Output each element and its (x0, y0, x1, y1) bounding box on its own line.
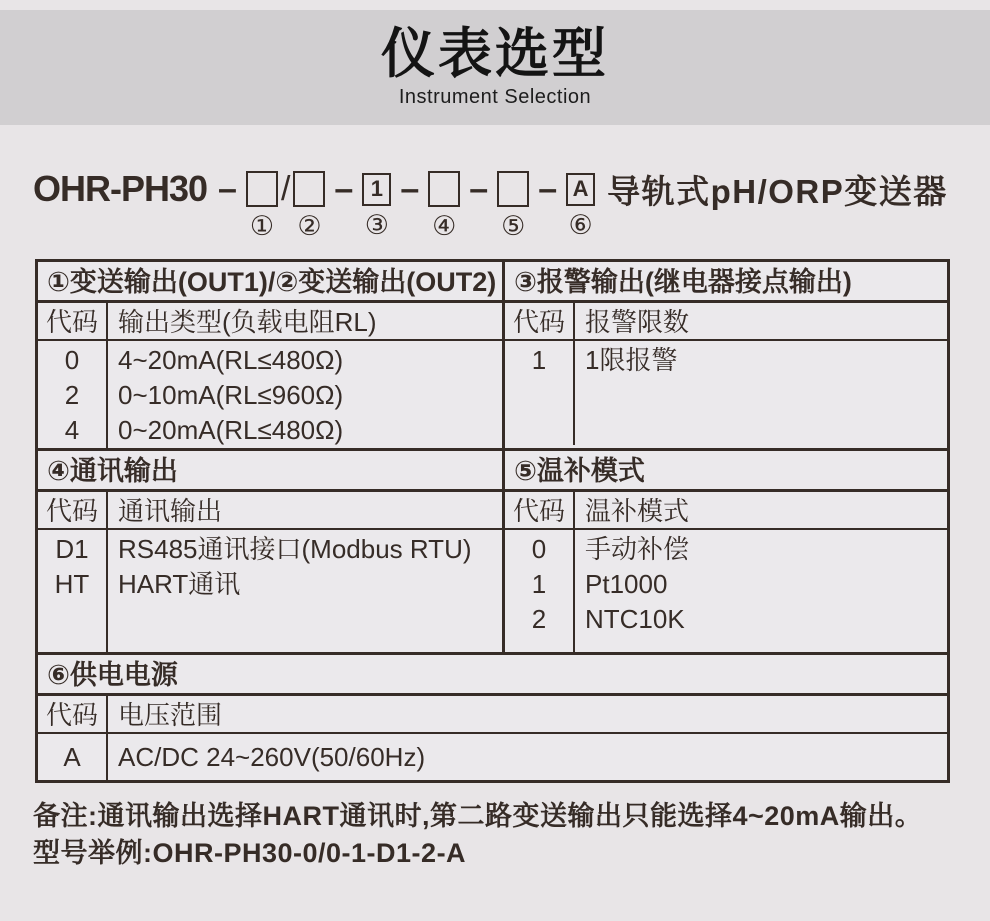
footnotes (33, 798, 990, 872)
model-separator-3: – (334, 169, 354, 208)
code-column-header: 代码 (38, 303, 108, 341)
model-code-line (33, 168, 990, 241)
subtable-transmit-output-title: ①变送输出(OUT1)/②变送输出(OUT2) (38, 262, 502, 303)
code-cells (38, 734, 108, 780)
page-header-band (0, 10, 990, 125)
table-cell-code: 0 (64, 345, 80, 375)
model-slot-index-6: ⑥ (568, 209, 593, 240)
subtable-alarm-output (505, 262, 947, 448)
value-cells (108, 734, 947, 780)
page-title: 仪表选型 (381, 24, 609, 85)
subtable-tempcomp-mode (505, 451, 947, 652)
code-cells (505, 530, 575, 652)
subtable-alarm-output-header-row (505, 303, 947, 341)
table-cell-code: 0 (531, 534, 547, 564)
model-separator-4: – (400, 169, 420, 208)
subtable-alarm-output-title: ③报警输出(继电器接点输出) (505, 262, 947, 303)
table-cell-value: 4~20mA(RL≤480Ω) (118, 345, 344, 375)
model-slot-6 (566, 173, 595, 240)
model-slot-box-2 (293, 171, 325, 207)
order-selection-table (35, 259, 950, 783)
table-cell-value: RS485通讯接口(Modbus RTU) (118, 534, 472, 564)
model-slot-box-5 (497, 171, 529, 207)
table-cell-value: 1限报警 (585, 345, 678, 375)
table-cell-value: 0~20mA(RL≤480Ω) (118, 415, 344, 445)
table-cell-code: 2 (64, 380, 80, 410)
value-column-header: 输出类型(负载电阻RL) (108, 303, 502, 341)
value-column-header: 通讯输出 (108, 492, 502, 530)
subtable-power-supply-title: ⑥供电电源 (38, 655, 947, 696)
model-slot-box-4 (428, 171, 460, 207)
model-slot-2 (293, 171, 325, 241)
subtable-comm-output-rows (38, 530, 502, 652)
model-slot-5 (497, 171, 529, 241)
model-slot-1 (246, 171, 278, 241)
subtable-alarm-output-rows (505, 341, 947, 445)
model-slot-3 (362, 173, 391, 240)
section-comm-tempcomp (38, 451, 947, 655)
value-cells (108, 530, 502, 652)
model-slot-box-1 (246, 171, 278, 207)
table-cell-value: Pt1000 (585, 569, 668, 599)
subtable-comm-output-header-row (38, 492, 502, 530)
table-cell-value: 0~10mA(RL≤960Ω) (118, 380, 344, 410)
table-cell-value: 手动补偿 (585, 534, 690, 564)
value-cells (108, 341, 502, 448)
model-slot-index-5: ⑤ (501, 211, 526, 241)
code-column-header: 代码 (38, 492, 108, 530)
subtable-comm-output (38, 451, 505, 652)
section-power-supply (38, 655, 947, 780)
value-column-header: 温补模式 (575, 492, 947, 530)
model-slot-index-2: ② (297, 211, 322, 241)
model-slot-box-6: A (566, 173, 595, 206)
subtable-comm-output-title: ④通讯输出 (38, 451, 502, 492)
code-column-header: 代码 (505, 303, 575, 341)
model-slot-box-3: 1 (362, 173, 391, 206)
table-cell-code: 2 (531, 604, 547, 634)
table-cell-code: 1 (531, 569, 547, 599)
subtable-tempcomp-mode-title: ⑤温补模式 (505, 451, 947, 492)
model-separator-5: – (469, 169, 489, 208)
subtable-transmit-output (38, 262, 505, 448)
model-slot-index-3: ③ (364, 209, 389, 240)
table-cell-code: A (63, 742, 81, 772)
subtable-transmit-output-rows (38, 341, 502, 448)
page-subtitle: Instrument Selection (398, 85, 592, 108)
subtable-power-supply (38, 655, 947, 780)
model-prefix: OHR-PH30 (33, 168, 208, 209)
code-cells (505, 341, 575, 445)
subtable-power-supply-header-row (38, 696, 947, 734)
table-cell-value: HART通讯 (118, 569, 241, 599)
value-cells (575, 530, 947, 652)
model-suffix: 导轨式pH/ORP变送器 (607, 172, 948, 210)
table-cell-value: NTC10K (585, 604, 685, 634)
note-remark: 备注:通讯输出选择HART通讯时,第二路变送输出只能选择4~20mA输出。 (33, 801, 923, 831)
subtable-tempcomp-mode-rows (505, 530, 947, 652)
subtable-transmit-output-header-row (38, 303, 502, 341)
value-cells (575, 341, 947, 445)
code-column-header: 代码 (505, 492, 575, 530)
model-slot-index-4: ④ (432, 211, 457, 241)
table-cell-code: 4 (64, 415, 80, 445)
value-column-header: 电压范围 (108, 696, 947, 734)
subtable-tempcomp-mode-header-row (505, 492, 947, 530)
table-cell-code: 1 (531, 345, 547, 375)
section-transmit-alarm (38, 262, 947, 451)
model-slot-4 (428, 171, 460, 241)
table-cell-code: D1 (55, 534, 89, 564)
model-separator-1: – (218, 169, 237, 208)
model-slot-index-1: ① (249, 211, 275, 241)
note-model-example: 型号举例:OHR-PH30-0/0-1-D1-2-A (33, 838, 467, 868)
value-column-header: 报警限数 (575, 303, 947, 341)
table-cell-value: AC/DC 24~260V(50/60Hz) (118, 742, 426, 772)
code-column-header: 代码 (38, 696, 108, 734)
code-cells (38, 341, 108, 448)
model-separator-6: – (538, 169, 558, 208)
table-cell-code: HT (54, 569, 90, 599)
code-cells (38, 530, 108, 652)
model-separator-2: / (280, 169, 291, 208)
subtable-power-supply-rows (38, 734, 947, 780)
